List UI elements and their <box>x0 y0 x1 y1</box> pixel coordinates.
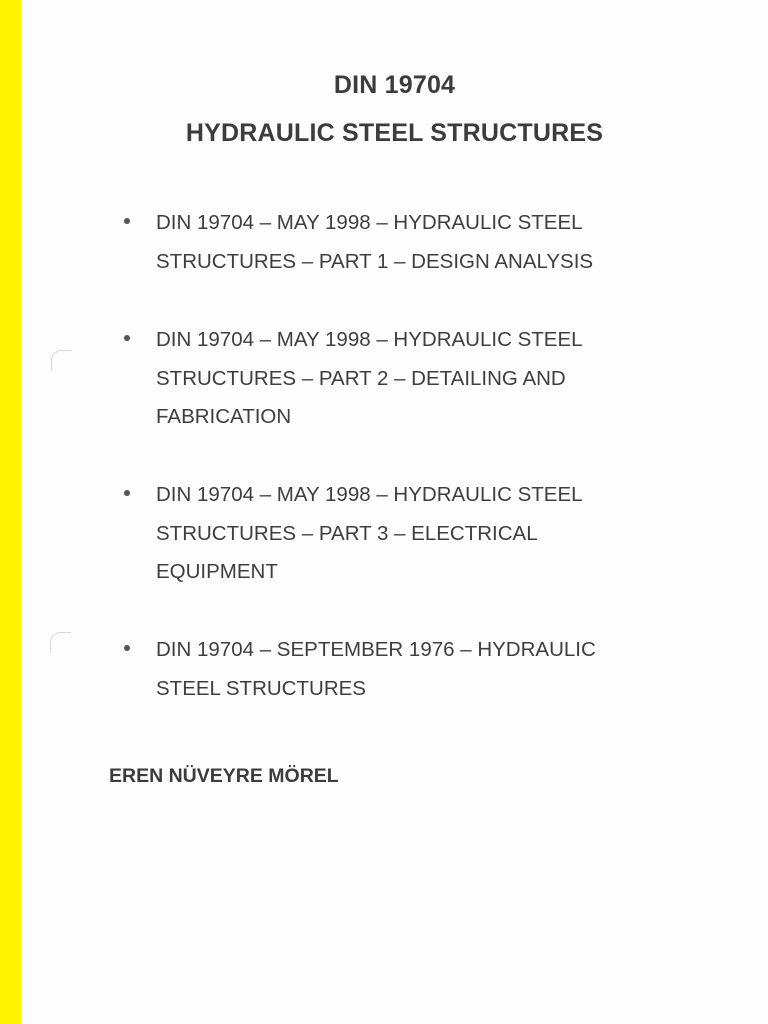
list-item-text: DIN 19704 – SEPTEMBER 1976 – HYDRAULIC STEEL STRUCTURES <box>156 638 596 700</box>
author-name: EREN NÜVEYRE MÖREL <box>109 765 339 787</box>
list-item-text: DIN 19704 – MAY 1998 – HYDRAULIC STEEL STRUCTURES – PART 2 – DETAILING AND FABRICATION <box>156 328 583 428</box>
punch-hole-mark <box>51 350 72 371</box>
bullet-icon <box>124 335 130 341</box>
bullet-icon <box>124 218 130 224</box>
document-page <box>21 0 768 1024</box>
document-title: DIN 19704 <box>333 71 456 99</box>
list-item-text: DIN 19704 – MAY 1998 – HYDRAULIC STEEL STRUCTURES – PART 3 – ELECTRICAL EQUIPMENT <box>156 483 583 583</box>
document-subtitle: HYDRAULIC STEEL STRUCTURES <box>185 119 604 147</box>
bullet-icon <box>124 645 130 651</box>
list-item-text: DIN 19704 – MAY 1998 – HYDRAULIC STEEL STRUCTURES – PART 1 – DESIGN ANALYSIS <box>156 211 594 273</box>
punch-hole-mark <box>50 632 71 653</box>
bullet-icon <box>124 490 130 496</box>
yellow-margin-strip <box>0 0 21 1024</box>
